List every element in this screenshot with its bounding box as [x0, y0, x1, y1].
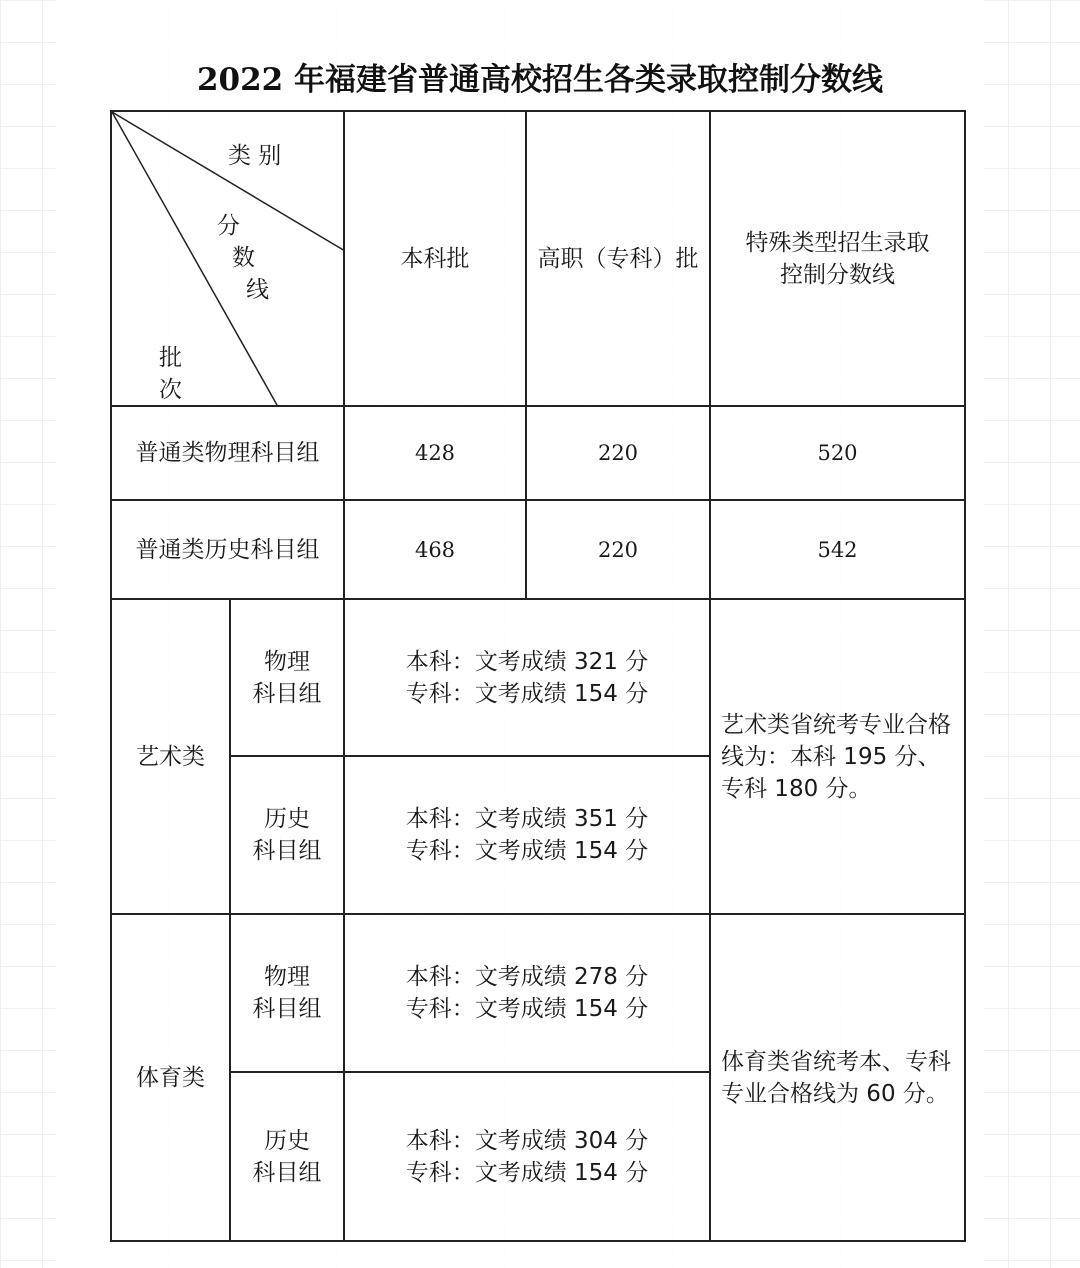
art-history-score-vocational: 专科：文考成绩 154 分 [405, 838, 649, 864]
col-header-special [710, 111, 965, 406]
art-physics-score-vocational: 专科：文考成绩 154 分 [405, 680, 649, 707]
corner-label-category: 类 别 [228, 143, 282, 169]
pe-note: 体育类省统考本、专科专业合格线为 60 分。 [710, 914, 965, 1241]
corner-label-score-1: 分 [217, 213, 240, 239]
cell-physics-vocational: 220 [526, 406, 710, 500]
pe-history-group [230, 1072, 344, 1241]
table-row [111, 599, 965, 756]
art-history-group-line1: 历史 [264, 806, 310, 832]
corner-label-batch-2: 次 [159, 377, 182, 403]
art-physics-group-line2: 科目组 [252, 680, 322, 707]
col-header-vocational: 高职（专科）批 [526, 111, 710, 406]
row-label-physics: 普通类物理科目组 [111, 406, 344, 500]
score-table [110, 110, 966, 1242]
pe-history-score-vocational: 专科：文考成绩 154 分 [405, 1159, 649, 1186]
cell-history-undergrad: 468 [344, 500, 526, 599]
pe-history-score-undergrad: 本科：文考成绩 304 分 [405, 1127, 649, 1154]
col-header-undergrad: 本科批 [344, 111, 526, 406]
page-title: 2022 年福建省普通高校招生各类录取控制分数线 [196, 62, 884, 98]
corner-label-score-3: 线 [246, 277, 269, 303]
row-label-pe: 体育类 [111, 914, 230, 1241]
col-header-special-line2: 控制分数线 [780, 261, 895, 288]
art-history-group-line2: 科目组 [252, 838, 322, 864]
corner-label-score-2: 数 [232, 245, 255, 271]
art-note: 艺术类省统考专业合格线为：本科 195 分、专科 180 分。 [710, 599, 965, 914]
cell-history-special: 542 [710, 500, 965, 599]
art-history-score-undergrad: 本科：文考成绩 351 分 [405, 806, 649, 832]
pe-physics-group [230, 914, 344, 1072]
header-row [111, 111, 965, 406]
cell-physics-special: 520 [710, 406, 965, 500]
pe-history-scores [344, 1072, 710, 1241]
cell-physics-undergrad: 428 [344, 406, 526, 500]
pe-history-group-line1: 历史 [264, 1127, 310, 1154]
col-header-special-line1: 特殊类型招生录取 [745, 229, 930, 256]
art-physics-group-line1: 物理 [264, 648, 310, 675]
pe-physics-scores [344, 914, 710, 1072]
art-history-group [230, 756, 344, 914]
pe-physics-score-undergrad: 本科：文考成绩 278 分 [405, 964, 649, 990]
corner-header-cell [111, 111, 344, 406]
row-label-history: 普通类历史科目组 [111, 500, 344, 599]
art-history-scores [344, 756, 710, 914]
table-row [111, 406, 965, 500]
pe-physics-group-line1: 物理 [264, 964, 310, 990]
table-row [111, 914, 965, 1072]
row-label-art: 艺术类 [111, 599, 230, 914]
art-physics-scores [344, 599, 710, 756]
pe-physics-score-vocational: 专科：文考成绩 154 分 [405, 996, 649, 1022]
pe-physics-group-line2: 科目组 [252, 996, 322, 1022]
art-physics-group [230, 599, 344, 756]
art-physics-score-undergrad: 本科：文考成绩 321 分 [405, 648, 649, 675]
corner-label-batch-1: 批 [159, 345, 182, 371]
table-row [111, 500, 965, 599]
cell-history-vocational: 220 [526, 500, 710, 599]
pe-history-group-line2: 科目组 [252, 1159, 322, 1186]
